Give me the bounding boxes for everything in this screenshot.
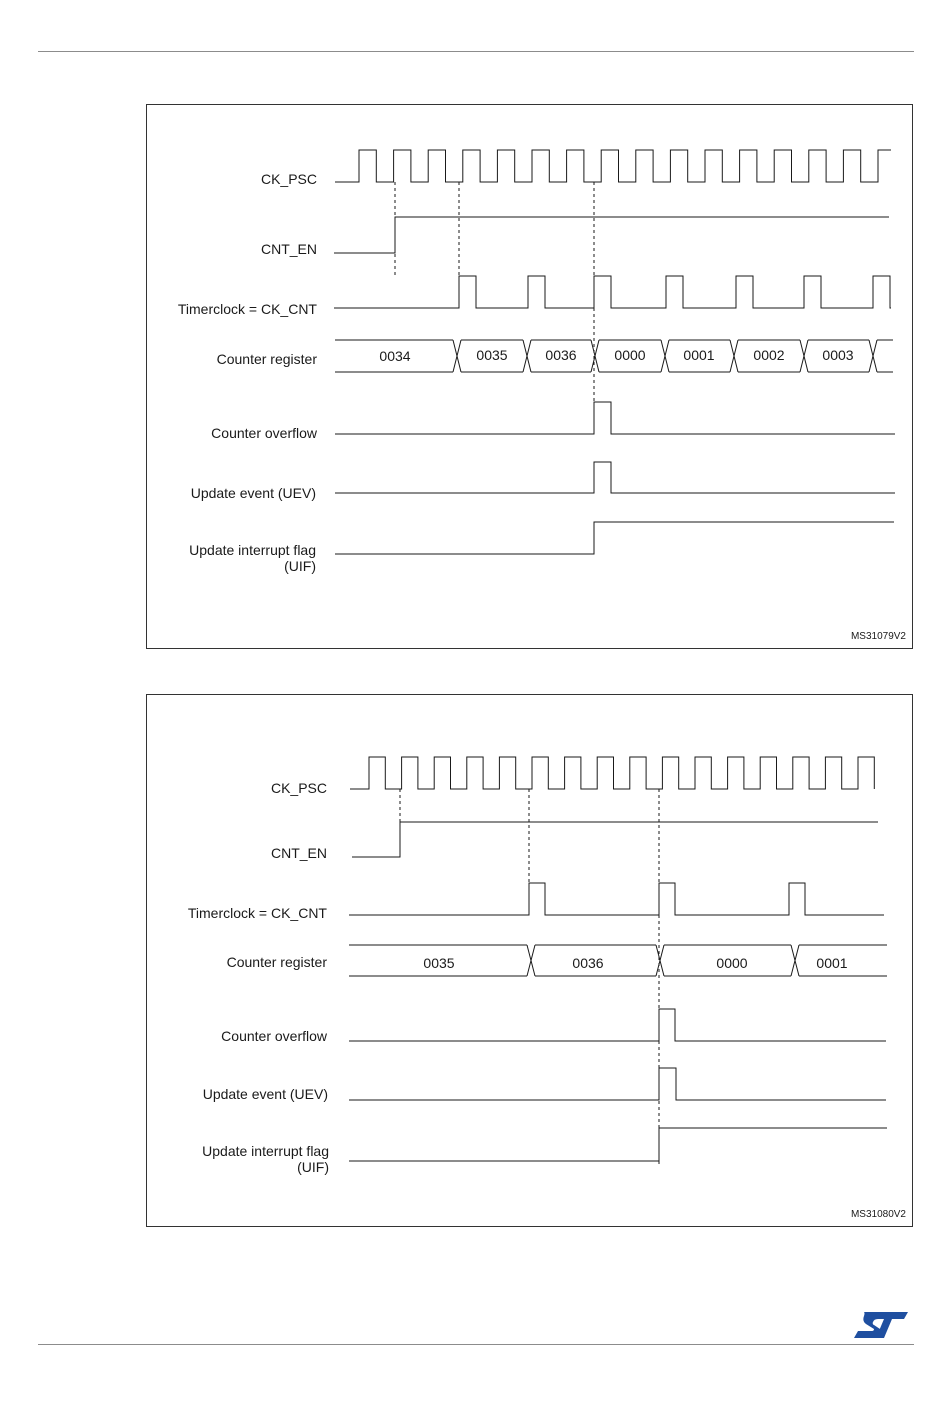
ck-psc-waveform	[335, 150, 891, 182]
counter-cell: 0036	[572, 955, 604, 971]
counter-cell: 0034	[379, 348, 411, 364]
cnt-en-waveform	[334, 217, 889, 253]
counter-cell: 0036	[545, 347, 577, 363]
counter-cell: 0001	[683, 347, 715, 363]
label-ck-psc: CK_PSC	[270, 780, 327, 796]
timerclock-waveform	[349, 883, 884, 915]
header-rule	[38, 51, 914, 52]
footer-rule	[38, 1344, 914, 1345]
waveforms-1	[147, 105, 914, 650]
label-uif-line1: Update interrupt flag	[202, 1143, 329, 1159]
counter-register-bus-transition	[873, 340, 877, 372]
timing-diagram-1	[146, 104, 913, 649]
counter-cell: 0001	[816, 955, 848, 971]
uif-waveform	[349, 1128, 887, 1161]
label-uev: Update event (UEV)	[202, 1086, 328, 1102]
label-timerclock: Timerclock = CK_CNT	[187, 905, 327, 921]
label-cnt-en: CNT_EN	[260, 241, 317, 257]
label-uif-line2: (UIF)	[284, 558, 316, 574]
st-logo-icon	[852, 1308, 910, 1340]
uev-waveform	[335, 462, 895, 493]
timing-diagram-2	[146, 694, 913, 1227]
counter-cell: 0000	[716, 955, 748, 971]
label-counter-overflow: Counter overflow	[221, 1028, 327, 1044]
counter-cell: 0000	[614, 347, 646, 363]
counter-cell: 0002	[753, 347, 785, 363]
label-ck-psc: CK_PSC	[260, 171, 317, 187]
label-uif-line2: (UIF)	[297, 1159, 329, 1175]
counter-cell: 0035	[423, 955, 455, 971]
uif-waveform	[335, 522, 894, 554]
label-uif-line1: Update interrupt flag	[189, 542, 316, 558]
label-timerclock: Timerclock = CK_CNT	[177, 301, 317, 317]
counter-cell: 0035	[476, 347, 508, 363]
label-uev: Update event (UEV)	[190, 485, 316, 501]
uev-waveform	[349, 1068, 886, 1100]
timerclock-waveform	[334, 276, 891, 308]
label-counter-overflow: Counter overflow	[211, 425, 317, 441]
label-counter-register: Counter register	[216, 351, 317, 367]
counter-overflow-waveform	[335, 402, 895, 434]
label-counter-register: Counter register	[226, 954, 327, 970]
counter-overflow-waveform	[349, 1009, 886, 1041]
label-cnt-en: CNT_EN	[270, 845, 327, 861]
figure-code: MS31080V2	[850, 1209, 906, 1220]
cnt-en-waveform	[352, 822, 878, 857]
counter-cell: 0003	[822, 347, 854, 363]
ck-psc-waveform	[350, 757, 874, 789]
figure-code: MS31079V2	[850, 631, 906, 642]
